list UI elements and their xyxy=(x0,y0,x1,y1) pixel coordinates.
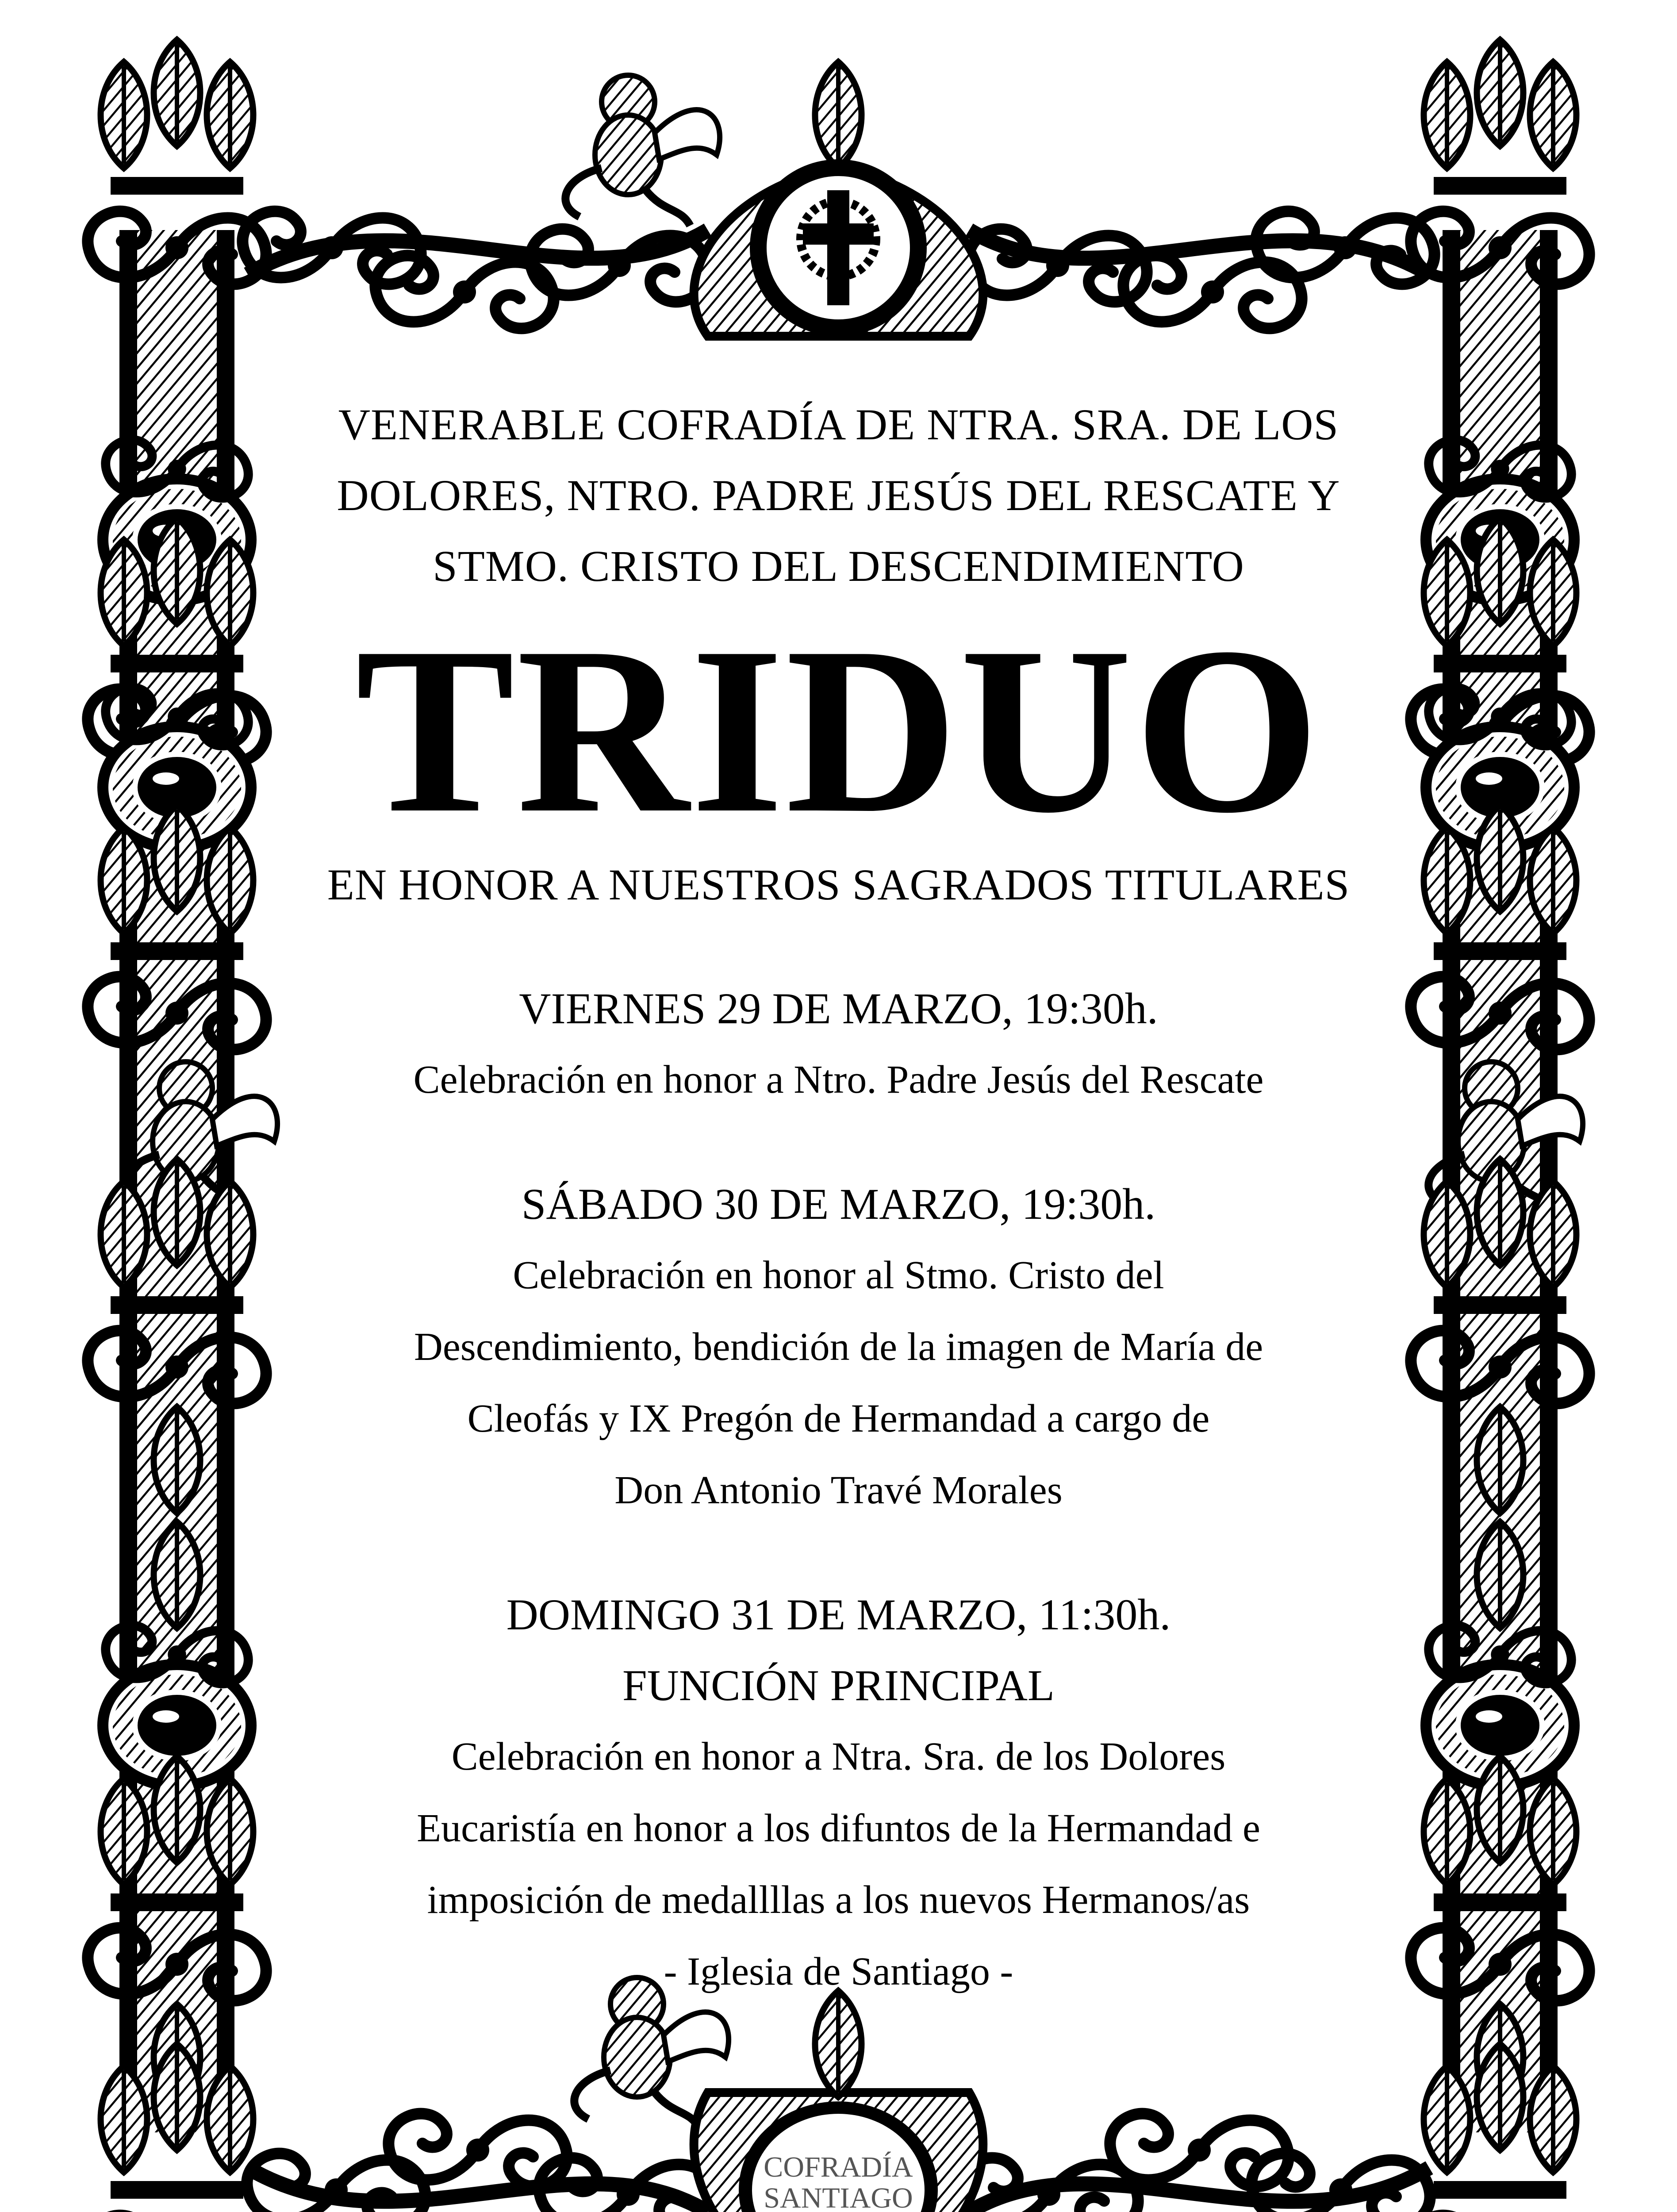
event-saturday xyxy=(283,1169,1394,1526)
event-description: Eucaristía en honor a los difuntos de la Hermandad e xyxy=(417,1806,1260,1850)
event-description: Celebración en honor al Stmo. Cristo del xyxy=(513,1253,1164,1297)
event-main-function: FUNCIÓN PRINCIPAL xyxy=(622,1661,1055,1710)
event-friday xyxy=(283,973,1394,1116)
event-date: DOMINGO 31 DE MARZO, 11:30h. xyxy=(506,1590,1171,1639)
event-description: Cleofás y IX Pregón de Hermandad a cargo de xyxy=(467,1397,1210,1440)
poster-subtitle: EN HONOR A NUESTROS SAGRADOS TITULARES xyxy=(327,860,1350,909)
right-column-ornament xyxy=(1411,40,1589,2212)
brotherhood-name-line-1: VENERABLE COFRADÍA DE NTRA. SRA. DE LOS xyxy=(338,400,1339,449)
event-date: SÁBADO 30 DE MARZO, 19:30h. xyxy=(521,1179,1156,1229)
crown-of-thorns-cross-icon xyxy=(750,159,927,336)
brotherhood-name-line-2: DOLORES, NTRO. PADRE JESÚS DEL RESCATE Y xyxy=(337,471,1340,520)
event-description: Descendimiento, bendición de la imagen de María de xyxy=(414,1325,1263,1369)
event-description: Celebración en honor a Ntra. Sra. de los Dolores xyxy=(451,1735,1226,1778)
poster-text xyxy=(283,389,1394,2061)
event-location: - Iglesia de Santiago - xyxy=(664,1950,1013,1993)
event-sunday xyxy=(283,1579,1394,2008)
brotherhood-name-line-3: STMO. CRISTO DEL DESCENDIMIENTO xyxy=(433,541,1244,591)
poster-title: TRIDUO xyxy=(355,598,1322,862)
left-column-ornament xyxy=(88,40,277,2212)
event-description: imposición de medallllas a los nuevos Hermanos/as xyxy=(427,1878,1250,1922)
event-description: Celebración en honor a Ntro. Padre Jesús del Rescate xyxy=(413,1058,1264,1102)
logo-line-1: COFRADÍA xyxy=(764,2151,913,2183)
logo-line-2: SANTIAGO xyxy=(764,2182,913,2212)
cofradia-santiago-logo xyxy=(734,2097,942,2212)
event-date: VIERNES 29 DE MARZO, 19:30h. xyxy=(519,984,1158,1033)
event-description: Don Antonio Travé Morales xyxy=(614,1468,1063,1512)
